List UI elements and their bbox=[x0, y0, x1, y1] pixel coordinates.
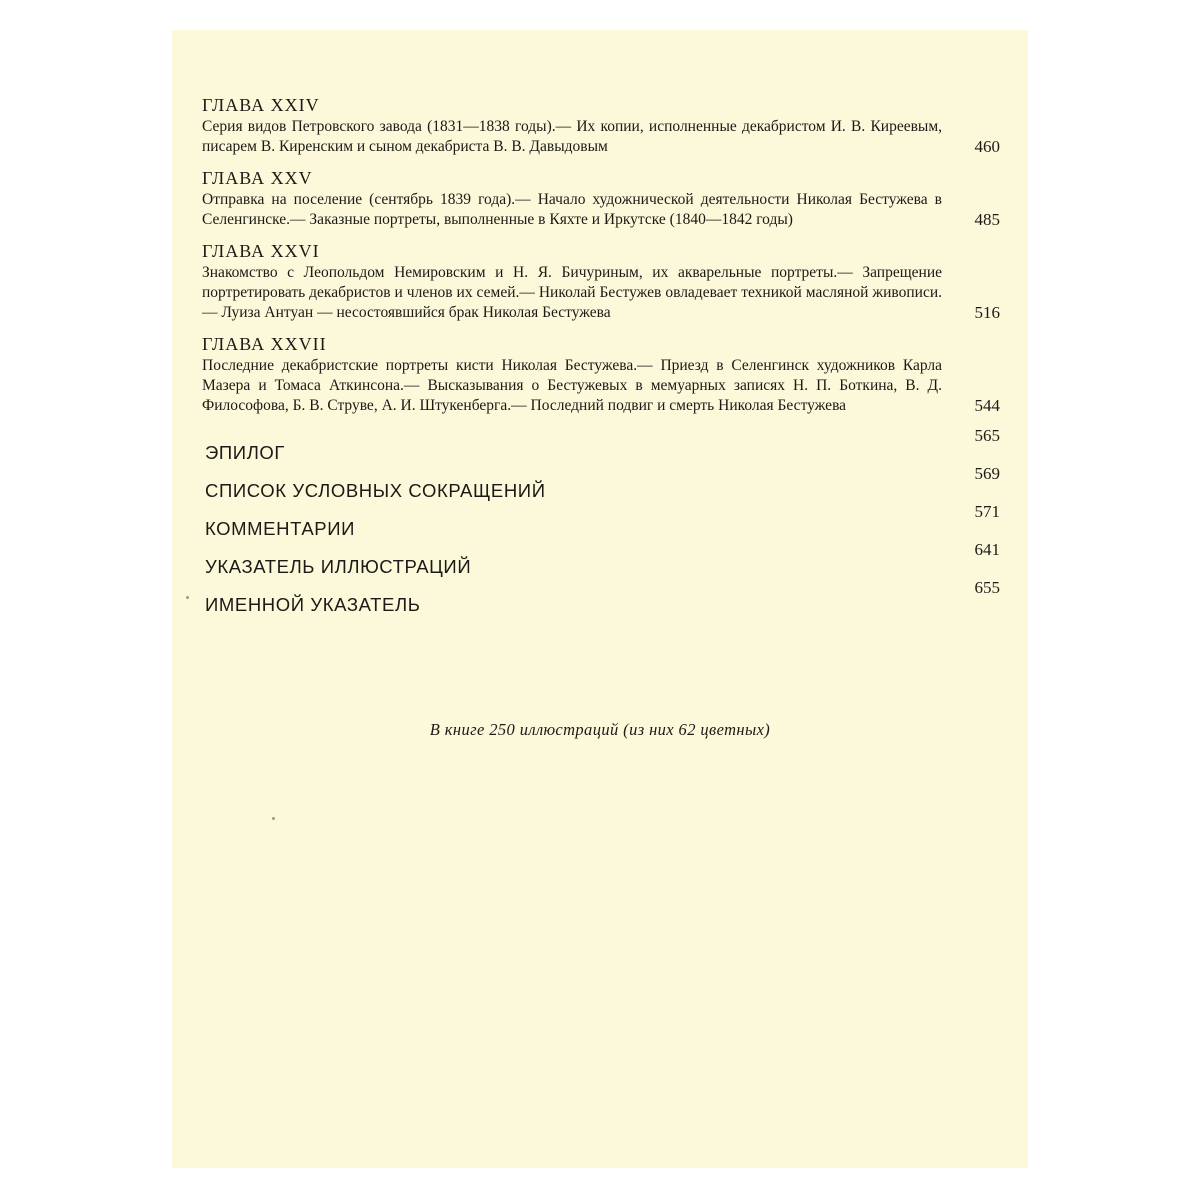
page-number: 569 bbox=[974, 464, 1000, 483]
chapter-title: ГЛАВА XXIV bbox=[202, 95, 320, 115]
book-page bbox=[172, 30, 1028, 1168]
chapter-summary: Последние декабристские портреты кисти Николая Бестужева.— Приезд в Селенгинск художников Карла Мазера и Томаса Аткинсона.— Высказывания о Бестужевых в мемуарных записях Н. П. Боткина, В. Д. Философова, Б. В. Струве, А. И. Штукенберга.— Последний подвиг и смерть Николая Бестужева bbox=[202, 357, 942, 414]
section-title: КОММЕНТАРИИ bbox=[205, 518, 356, 539]
illustration-count-note: В книге 250 иллюстраций (из них 62 цветных) bbox=[429, 720, 771, 739]
page-number: 655 bbox=[974, 578, 1000, 597]
chapter-title: ГЛАВА XXVII bbox=[202, 334, 327, 354]
chapter-title: ГЛАВА XXVI bbox=[202, 241, 320, 261]
section-title: ИМЕННОЙ УКАЗАТЕЛЬ bbox=[205, 594, 421, 615]
page-number: 565 bbox=[974, 426, 1000, 445]
table-of-contents bbox=[202, 94, 1000, 616]
chapter-entry-25 bbox=[202, 167, 1000, 230]
print-speck bbox=[272, 817, 275, 820]
print-speck bbox=[186, 596, 189, 599]
section-title: СПИСОК УСЛОВНЫХ СОКРАЩЕНИЙ bbox=[205, 480, 546, 501]
section-entry-abbreviations bbox=[202, 464, 1000, 502]
page-number: 460 bbox=[974, 137, 1000, 156]
section-title: УКАЗАТЕЛЬ ИЛЛЮСТРАЦИЙ bbox=[205, 556, 472, 577]
page-number: 641 bbox=[974, 540, 1000, 559]
chapter-summary: Знакомство с Леопольдом Немировским и Н. Я. Бичуриным, их акварельные портреты.— Запрещение портретировать декабристов и членов их семей.— Николай Бестужев овладевает техникой масляной живописи.— Луиза Антуан — несостоявшийся брак Николая Бестужева bbox=[202, 264, 942, 321]
chapter-title: ГЛАВА XXV bbox=[202, 168, 313, 188]
section-title: ЭПИЛОГ bbox=[205, 442, 286, 463]
page-number: 571 bbox=[974, 502, 1000, 521]
chapter-entry-24 bbox=[202, 94, 1000, 157]
chapter-entry-26 bbox=[202, 240, 1000, 323]
section-entry-epilogue bbox=[202, 426, 1000, 464]
page-number: 516 bbox=[974, 303, 1000, 322]
chapter-summary: Отправка на поселение (сентябрь 1839 года).— Начало художнической деятельности Николая Бестужева в Селенгинске.— Заказные портреты, выполненные в Кяхте и Иркутске (1840—1842 годы) bbox=[202, 191, 942, 228]
page-number: 485 bbox=[974, 210, 1000, 229]
section-entry-illustration-index bbox=[202, 540, 1000, 578]
section-entry-commentary bbox=[202, 502, 1000, 540]
page-number: 544 bbox=[974, 396, 1000, 415]
section-entry-name-index bbox=[202, 578, 1000, 616]
chapter-entry-27 bbox=[202, 333, 1000, 416]
chapter-summary: Серия видов Петровского завода (1831—1838 годы).— Их копии, исполненные декабристом И. В. Киреевым, писарем В. Киренским и сыном декабриста В. В. Давыдовым bbox=[202, 118, 942, 155]
